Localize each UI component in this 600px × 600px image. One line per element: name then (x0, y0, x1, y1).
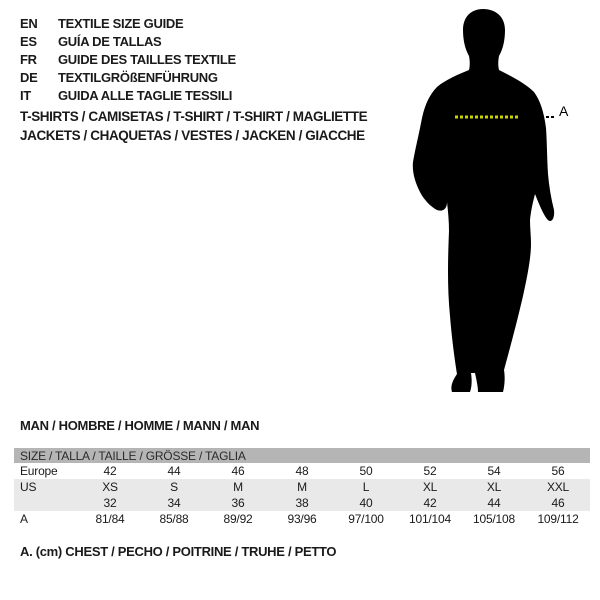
language-row-es (20, 32, 236, 50)
size-value: 101/104 (409, 512, 451, 526)
language-title: TEXTILE SIZE GUIDE (58, 15, 184, 31)
language-title: GUIDA ALLE TAGLIE TESSILI (58, 87, 233, 103)
size-value: 50 (359, 464, 373, 478)
size-value: 93/96 (287, 512, 317, 526)
size-value: XS (102, 480, 118, 494)
size-value: 109/112 (537, 512, 579, 526)
man-silhouette-figure (403, 6, 599, 404)
table-row-numeric (14, 495, 590, 511)
size-value: 42 (423, 496, 437, 510)
size-value: 81/84 (95, 512, 125, 526)
size-value: 85/88 (159, 512, 189, 526)
size-value: M (233, 480, 243, 494)
language-row-it (20, 86, 236, 104)
size-value: 44 (487, 496, 501, 510)
language-code: EN (20, 15, 38, 31)
row-label: US (20, 480, 37, 494)
table-row-us (14, 479, 590, 495)
size-value: 56 (551, 464, 565, 478)
size-value: 34 (167, 496, 181, 510)
size-value: XL (486, 480, 502, 494)
size-value: 46 (231, 464, 245, 478)
size-value: 46 (551, 496, 565, 510)
size-value: M (297, 480, 307, 494)
garment-categories (20, 108, 367, 145)
category-tshirts: T-SHIRTS / CAMISETAS / T-SHIRT / T-SHIRT / MAGLIETTE (20, 109, 368, 124)
language-list (20, 14, 236, 104)
man-silhouette (413, 9, 554, 392)
size-table-header: SIZE / TALLA / TAILLE / GRÖSSE / TAGLIA (14, 448, 590, 463)
size-value: 97/100 (348, 512, 384, 526)
size-value: 40 (359, 496, 373, 510)
size-value: 32 (103, 496, 117, 510)
language-code: ES (20, 33, 37, 49)
size-value: S (170, 480, 178, 494)
size-value: XL (422, 480, 438, 494)
language-row-fr (20, 50, 236, 68)
measure-label-a: A (559, 103, 569, 119)
size-value: 105/108 (473, 512, 515, 526)
language-title: GUIDE DES TAILLES TEXTILE (58, 51, 236, 67)
size-value: 89/92 (223, 512, 253, 526)
section-title-man: MAN / HOMBRE / HOMME / MANN / MAN (20, 418, 260, 433)
size-value: L (362, 480, 370, 494)
language-row-de (20, 68, 236, 86)
size-value: 54 (487, 464, 501, 478)
row-label: A (20, 512, 28, 526)
language-row-en (20, 14, 236, 32)
size-value: 36 (231, 496, 245, 510)
language-code: IT (20, 87, 31, 103)
size-value: 42 (103, 464, 117, 478)
row-label: Europe (20, 464, 58, 478)
measurement-footnote: A. (cm) CHEST / PECHO / POITRINE / TRUHE / PETTO (20, 544, 337, 559)
man-silhouette-svg (403, 6, 599, 404)
table-row-chest-a (14, 511, 590, 527)
category-jackets: JACKETS / CHAQUETAS / VESTES / JACKEN / GIACCHE (20, 127, 365, 143)
size-table (14, 448, 590, 527)
language-code: DE (20, 69, 38, 85)
size-value: 44 (167, 464, 181, 478)
size-value: 52 (423, 464, 437, 478)
size-value: 38 (295, 496, 309, 510)
language-title: TEXTILGRÖßENFÜHRUNG (58, 69, 218, 85)
language-code: FR (20, 51, 37, 67)
language-title: GUÍA DE TALLAS (58, 33, 162, 49)
size-value: XXL (546, 480, 570, 494)
table-row-europe (14, 463, 590, 479)
size-value: 48 (295, 464, 309, 478)
